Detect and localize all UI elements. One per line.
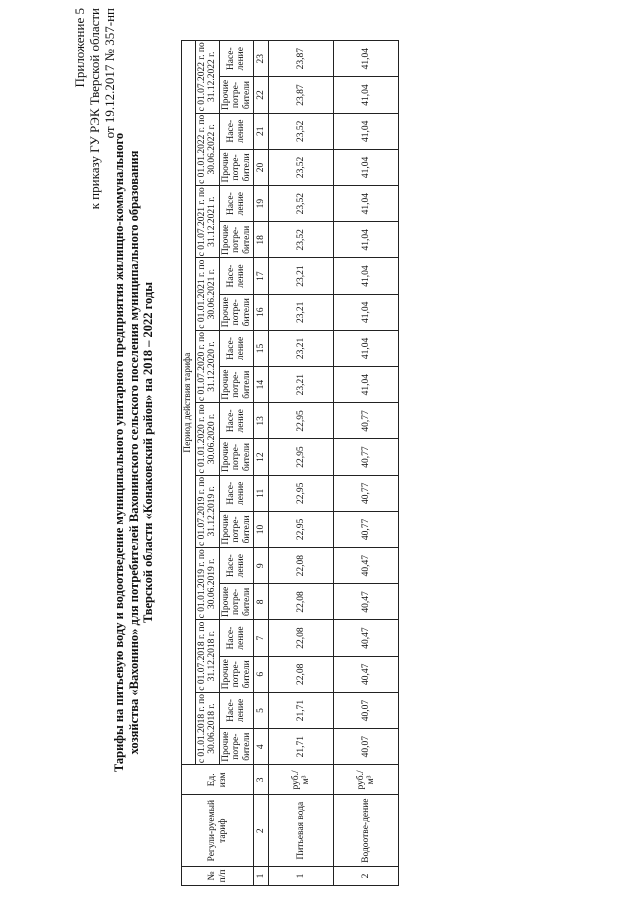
tariff-value: 40,77 (334, 475, 399, 511)
tariff-value: 41,04 (334, 186, 399, 222)
consumer-other-header: Прочие потре-бители (219, 584, 254, 620)
period-header: с 01.01.2018 г. по 30.06.2018 г. (196, 694, 217, 764)
column-number: 16 (254, 294, 269, 330)
appendix-order-date: от 19.12.2017 № 357-нп (102, 8, 117, 139)
tariff-value: 21,71 (269, 729, 334, 765)
column-number: 19 (254, 186, 269, 222)
tariff-value: 41,04 (334, 149, 399, 185)
tariff-value: 41,04 (334, 77, 399, 113)
tariff-value: 23,21 (269, 330, 334, 366)
header-row-consumers (219, 41, 254, 886)
tariff-value: 22,08 (269, 656, 334, 692)
column-number: 17 (254, 258, 269, 294)
tariff-value: 40,47 (334, 656, 399, 692)
appendix-title: Приложение 5 (72, 8, 87, 88)
row-unit: руб./м³ (269, 765, 334, 795)
tariff-value: 22,08 (269, 548, 334, 584)
tariff-value: 41,04 (334, 294, 399, 330)
column-number: 11 (254, 475, 269, 511)
tariff-value: 41,04 (334, 41, 399, 77)
tariff-value: 41,04 (334, 258, 399, 294)
consumer-other-header: Прочие потре-бители (219, 149, 254, 185)
consumer-population-header: Насе-ление (219, 475, 254, 511)
tariff-value: 40,77 (334, 403, 399, 439)
title-line-2: хозяйства «Вахонино» для потребителей Вахонинского сельского поселения муниципального образования (126, 150, 141, 755)
appendix-note (72, 8, 117, 209)
header-row-dates (195, 41, 219, 886)
tariff-value: 41,04 (334, 330, 399, 366)
consumer-other-header: Прочие потре-бители (219, 222, 254, 258)
table-row (334, 41, 399, 886)
column-number: 21 (254, 113, 269, 149)
column-number: 13 (254, 403, 269, 439)
period-header: с 01.01.2020 г. по 30.06.2020 г. (196, 404, 217, 474)
tariff-value: 41,04 (334, 222, 399, 258)
column-number: 4 (254, 729, 269, 765)
tariff-value: 22,95 (269, 403, 334, 439)
column-number: 15 (254, 330, 269, 366)
column-number: 10 (254, 511, 269, 547)
tariff-value: 23,87 (269, 41, 334, 77)
document-title (112, 0, 156, 905)
consumer-other-header: Прочие потре-бители (219, 294, 254, 330)
period-header: с 01.07.2020 г. по 31.12.2020 г. (196, 332, 217, 402)
column-number: 2 (254, 795, 269, 866)
row-tariff-name: Питьевая вода (269, 795, 334, 866)
tariff-value: 40,07 (334, 729, 399, 765)
tariff-value: 40,47 (334, 620, 399, 656)
tariff-value: 23,52 (269, 113, 334, 149)
column-number: 22 (254, 77, 269, 113)
column-number: 20 (254, 149, 269, 185)
consumer-population-header: Насе-ление (219, 548, 254, 584)
column-number: 5 (254, 692, 269, 728)
consumer-population-header: Насе-ление (219, 403, 254, 439)
tariff-value: 23,21 (269, 294, 334, 330)
period-header: с 01.01.2022 г. по 30.06.2022 г. (196, 114, 217, 184)
tariff-value: 40,07 (334, 692, 399, 728)
consumer-population-header: Насе-ление (219, 113, 254, 149)
column-number-row (254, 41, 269, 886)
period-header: с 01.07.2019 г. по 31.12.2019 г. (196, 476, 217, 546)
column-number: 3 (254, 765, 269, 795)
appendix-order-ref: к приказу ГУ РЭК Тверской области (87, 8, 102, 210)
column-number: 8 (254, 584, 269, 620)
tariff-value: 21,71 (269, 692, 334, 728)
consumer-population-header: Насе-ление (219, 620, 254, 656)
tariff-value: 22,08 (269, 584, 334, 620)
tariff-value: 40,47 (334, 548, 399, 584)
consumer-other-header: Прочие потре-бители (219, 439, 254, 475)
column-number: 6 (254, 656, 269, 692)
consumer-population-header: Насе-ление (219, 186, 254, 222)
period-header: с 01.07.2018 г. по 31.12.2018 г. (196, 621, 217, 691)
tariff-value: 22,08 (269, 620, 334, 656)
header-row-period (182, 41, 196, 886)
column-number: 18 (254, 222, 269, 258)
tariff-value: 40,77 (334, 511, 399, 547)
tariff-value: 23,52 (269, 186, 334, 222)
tariff-table (181, 40, 399, 886)
title-line-1: Тарифы на питьевую воду и водоотведение муниципального унитарного предприятия жилищно-коммунального (112, 132, 126, 773)
header-num: № п/п (182, 866, 254, 885)
consumer-other-header: Прочие потре-бители (219, 77, 254, 113)
tariff-value: 40,77 (334, 439, 399, 475)
tariff-value: 22,95 (269, 439, 334, 475)
column-number: 7 (254, 620, 269, 656)
column-number: 12 (254, 439, 269, 475)
tariff-value: 23,21 (269, 258, 334, 294)
period-header: с 01.07.2021 г. по 31.12.2021 г. (196, 187, 217, 257)
column-number: 9 (254, 548, 269, 584)
period-header: с 01.01.2019 г. по 30.06.2019 г. (196, 549, 217, 619)
consumer-other-header: Прочие потре-бители (219, 511, 254, 547)
consumer-other-header: Прочие потре-бители (219, 729, 254, 765)
period-header: с 01.07.2022 г. по 31.12.2022 г. (196, 42, 217, 112)
table-row (269, 41, 334, 886)
consumer-other-header: Прочие потре-бители (219, 367, 254, 403)
column-number: 1 (254, 866, 269, 885)
header-period: Период действия тарифа (182, 41, 196, 765)
tariff-value: 23,52 (269, 222, 334, 258)
row-number: 1 (269, 866, 334, 885)
title-line-3: Тверской области «Конаковский район» на 2018 – 2022 годы (141, 282, 155, 623)
consumer-population-header: Насе-ление (219, 41, 254, 77)
tariff-value: 22,95 (269, 511, 334, 547)
tariff-value: 23,87 (269, 77, 334, 113)
row-number: 2 (334, 866, 399, 885)
period-header: с 01.01.2021 г. по 30.06.2021 г. (196, 259, 217, 329)
tariff-value: 41,04 (334, 367, 399, 403)
consumer-population-header: Насе-ление (219, 258, 254, 294)
consumer-population-header: Насе-ление (219, 330, 254, 366)
tariff-value: 23,52 (269, 149, 334, 185)
header-unit: Ед. изм (182, 765, 254, 795)
tariff-value: 22,95 (269, 475, 334, 511)
tariff-value: 23,21 (269, 367, 334, 403)
column-number: 23 (254, 41, 269, 77)
row-unit: руб./м³ (334, 765, 399, 795)
header-tariff: Регули-руемый тариф (182, 795, 254, 866)
column-number: 14 (254, 367, 269, 403)
row-tariff-name: Водоотве-дение (334, 795, 399, 866)
tariff-value: 41,04 (334, 113, 399, 149)
consumer-other-header: Прочие потре-бители (219, 656, 254, 692)
tariff-value: 40,47 (334, 584, 399, 620)
consumer-population-header: Насе-ление (219, 692, 254, 728)
